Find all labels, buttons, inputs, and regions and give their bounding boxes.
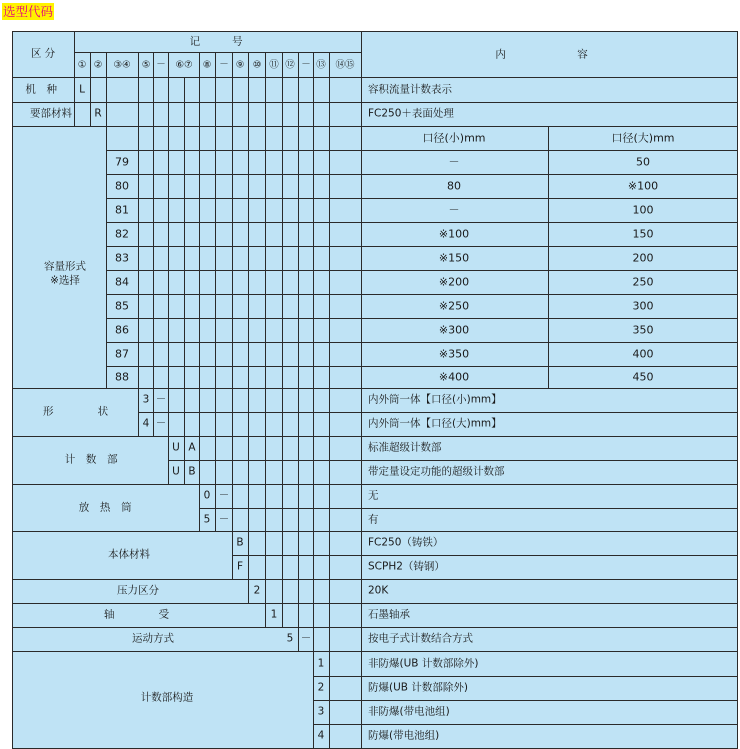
motion-code: 5 [286,632,294,645]
structure-code: 4 [317,729,325,742]
structure-desc: 防爆(带电池组) [368,729,440,742]
cap-code: 81 [115,203,129,217]
cap-large: 300 [632,299,654,313]
cap-code: 88 [115,370,129,384]
body-code: F [236,560,244,573]
shape-code: 4 [142,417,150,430]
shape-code: 3 [142,393,150,406]
pos-10: ⑩ [252,59,262,71]
counter-label: 计 数 部 [64,453,122,466]
capacity-col-large: 口径(大)mm [611,131,675,145]
structure-code: 3 [317,705,325,718]
counter-code-u: U [172,465,180,478]
page-title: 选型代码 [3,4,54,19]
cap-large: 250 [632,275,654,289]
counter-code-u: U [172,441,180,454]
pos-dash-1: － [156,59,166,71]
bearing-code: 1 [270,608,278,621]
cap-large: ※100 [627,179,659,193]
radiator-desc: 无 [368,489,379,502]
shape-label: 形 状 [43,405,125,418]
cap-code: 84 [115,275,129,289]
pos-13: ⑬ [316,59,326,71]
shape-dash: － [155,417,167,430]
counter-code-x: A [188,441,196,454]
pos-2: ② [93,59,103,71]
pressure-label: 压力区分 [117,584,159,597]
radiator-code: 5 [203,513,211,526]
radiator-code: 0 [203,489,211,502]
structure-desc: 非防爆(带电池组) [368,705,450,718]
cap-large: 150 [632,227,654,241]
bearing-label: 轴 受 [104,608,186,621]
cap-small: ※350 [438,347,470,361]
body-code: B [236,536,244,549]
model-label: 机 种 [25,83,61,96]
pos-dash-2: － [219,59,229,71]
cap-small: ※250 [438,299,470,313]
motion-label: 运动方式 [132,632,174,645]
cap-large: 200 [632,251,654,265]
counter-desc: 带定量设定功能的超级计数部 [368,465,505,478]
structure-code: 1 [317,657,325,670]
radiator-desc: 有 [368,513,379,526]
pos-11: ⑪ [269,59,279,71]
bearing-desc: 石墨轴承 [368,608,410,621]
pos-5: ⑤ [141,59,151,71]
cap-large: 50 [636,155,650,169]
cap-small: ※400 [438,370,470,384]
model-desc: 容积流量计数表示 [368,83,452,96]
cap-small: 80 [447,179,461,193]
cap-small: ※100 [438,227,470,241]
material-label: 要部材料 [30,107,72,120]
cap-small: － [448,155,460,169]
body-label: 本体材料 [108,548,150,561]
cap-small: ※300 [438,323,470,337]
cap-small: ※200 [438,275,470,289]
material-desc: FC250＋表面处理 [368,107,454,120]
cap-large: 400 [632,347,654,361]
body-desc: FC250（铸铁） [368,536,444,549]
counter-code-x: B [188,465,196,478]
cap-code: 82 [115,227,129,241]
header-code: 记 号 [189,35,247,48]
structure-desc: 非防爆(UB 计数部除外) [368,657,479,670]
shape-desc: 内外筒一体【口径(小)mm】 [368,393,502,406]
radiator-dash: － [218,489,230,502]
cap-code: 79 [115,155,129,169]
capacity-label-note: ※选择 [50,274,80,287]
pressure-desc: 20K [368,584,389,597]
selection-code-table [12,31,738,749]
radiator-dash: － [218,513,230,526]
cap-code: 86 [115,323,129,337]
material-code: R [94,107,102,120]
cap-code: 87 [115,347,129,361]
pos-14-15: ⑭⑮ [335,59,355,71]
model-code: L [79,83,85,96]
pos-3-4: ③④ [113,59,131,71]
cap-code: 83 [115,251,129,265]
motion-desc: 按电子式计数结合方式 [368,632,473,645]
pos-6-7: ⑥⑦ [175,59,193,71]
cap-large: 350 [632,323,654,337]
counter-desc: 标准超级计数部 [368,441,442,454]
cap-large: 450 [632,370,654,384]
radiator-label: 放 热 筒 [78,501,136,514]
pos-dash-3: － [301,59,311,71]
cap-small: ※150 [438,251,470,265]
header-category: 区 分 [30,47,56,60]
structure-label: 计数部构造 [140,691,194,704]
pos-12: ⑫ [285,59,295,71]
structure-code: 2 [317,681,325,694]
structure-desc: 防爆(UB 计数部除外) [368,681,468,694]
pressure-code: 2 [253,584,261,597]
motion-dash: － [300,632,312,645]
cap-small: － [448,203,460,217]
pos-9: ⑨ [235,59,245,71]
capacity-label: 容量形式 [44,260,86,273]
cap-code: 85 [115,299,129,313]
shape-desc: 内外筒一体【口径(大)mm】 [368,417,502,430]
pos-1: ① [77,59,87,71]
header-content: 内 容 [495,48,605,61]
body-desc: SCPH2（铸钢） [368,560,445,573]
shape-dash: － [155,393,167,406]
cap-code: 80 [115,179,129,193]
pos-8: ⑧ [202,59,212,71]
capacity-col-small: 口径(小)mm [422,131,486,145]
cap-large: 100 [632,203,654,217]
